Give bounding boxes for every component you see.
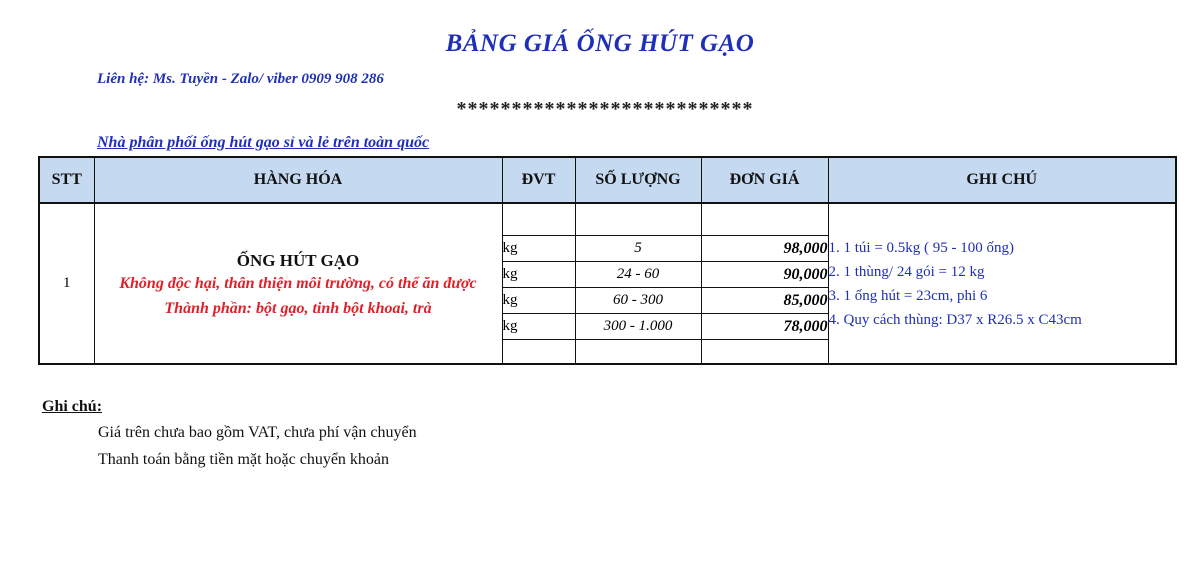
header-unit-price: ĐƠN GIÁ [701, 157, 828, 203]
quantity-cell: 60 - 300 [575, 288, 701, 314]
stt-cell: 1 [39, 203, 94, 364]
footer-notes-heading: Ghi chú: [42, 398, 103, 415]
empty-cell [502, 203, 575, 236]
product-cell [94, 203, 502, 364]
empty-cell [502, 340, 575, 365]
empty-cell [701, 340, 828, 365]
header-product: HÀNG HÓA [94, 157, 502, 203]
price-cell: 78,000 [701, 314, 828, 340]
note-line: 2. 1 thùng/ 24 gói = 12 kg [828, 263, 985, 280]
price-table [38, 156, 1177, 365]
header-stt: STT [39, 157, 94, 203]
distributor-line: Nhà phân phối ống hút gạo sỉ và lẻ trên toàn quốc [97, 134, 430, 151]
table-header-row [39, 157, 1176, 203]
unit-cell: kg [502, 288, 575, 314]
table-row [39, 203, 1176, 236]
note-line: 4. Quy cách thùng: D37 x R26.5 x C43cm [828, 311, 1082, 328]
header-quantity: SỐ LƯỢNG [575, 157, 701, 203]
header-unit: ĐVT [502, 157, 575, 203]
price-cell: 85,000 [701, 288, 828, 314]
contact-info: Liên hệ: Ms. Tuyền - Zalo/ viber 0909 908 286 [97, 71, 384, 87]
product-description: Không độc hại, thân thiện môi trường, có thể ăn được [119, 274, 477, 292]
quantity-cell: 24 - 60 [575, 262, 701, 288]
note-line: 1. 1 túi = 0.5kg ( 95 - 100 ống) [828, 239, 1015, 256]
quantity-cell: 5 [575, 236, 701, 262]
product-name: ỐNG HÚT GẠO [236, 250, 360, 270]
empty-cell [701, 203, 828, 236]
footer-note-payment: Thanh toán bằng tiền mặt hoặc chuyển khoản [98, 451, 390, 468]
unit-cell: kg [502, 262, 575, 288]
note-line: 3. 1 ống hút = 23cm, phi 6 [828, 287, 988, 304]
page-title: BẢNG GIÁ ỐNG HÚT GẠO [445, 30, 755, 57]
price-cell: 98,000 [701, 236, 828, 262]
star-divider: *************************** [456, 98, 754, 120]
unit-cell: kg [502, 236, 575, 262]
empty-cell [575, 340, 701, 365]
empty-cell [575, 203, 701, 236]
price-cell: 90,000 [701, 262, 828, 288]
unit-cell: kg [502, 314, 575, 340]
product-ingredients: Thành phần: bột gạo, tinh bột khoai, trà [164, 299, 432, 317]
notes-cell [828, 203, 1176, 364]
footer-note-vat: Giá trên chưa bao gồm VAT, chưa phí vận chuyển [98, 424, 417, 441]
header-notes: GHI CHÚ [828, 157, 1176, 203]
quantity-cell: 300 - 1.000 [575, 314, 701, 340]
